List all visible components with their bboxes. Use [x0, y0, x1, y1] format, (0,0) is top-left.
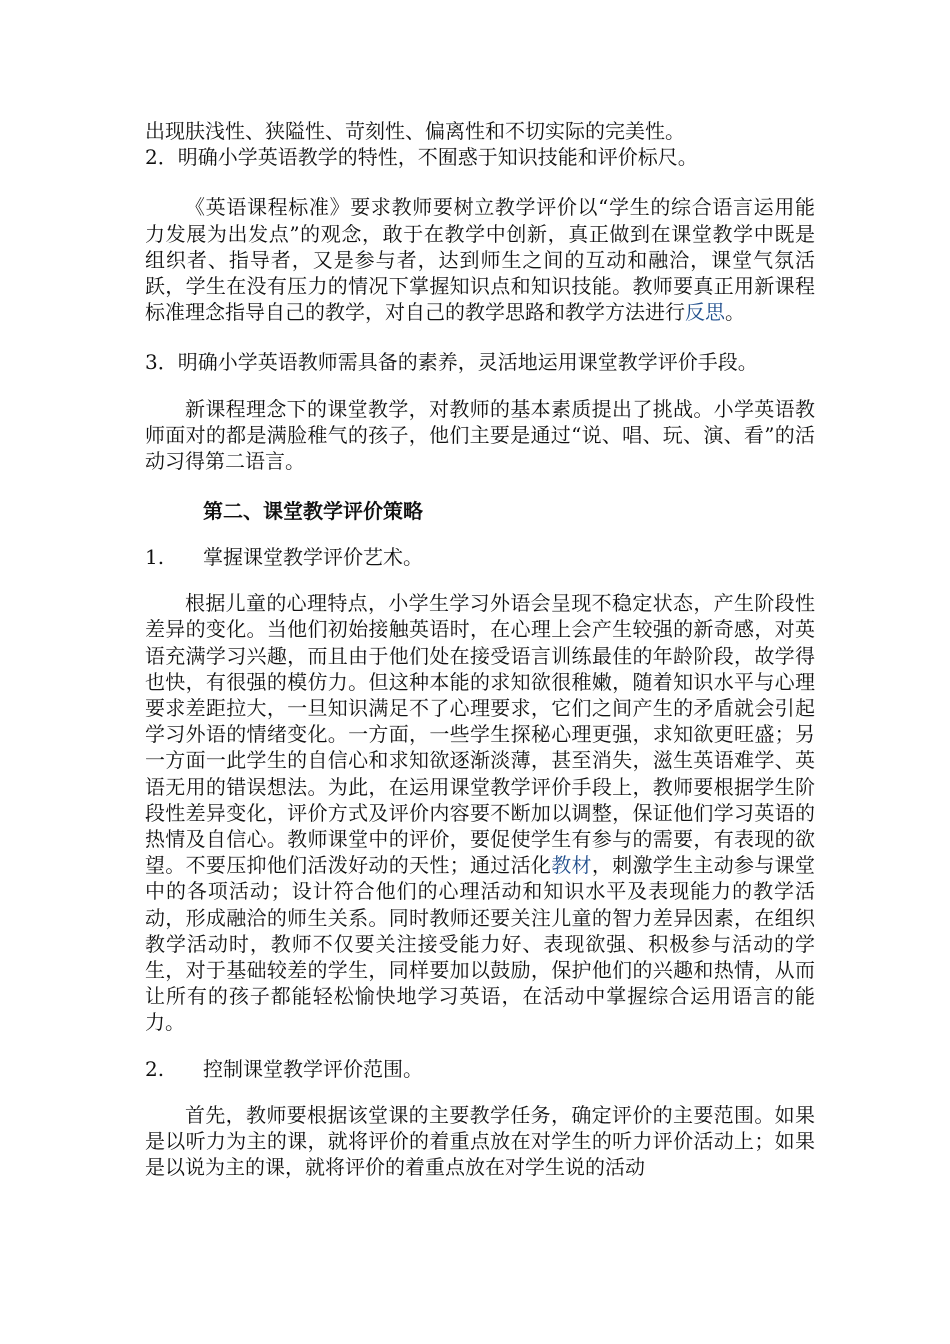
document-page: [145, 118, 815, 1180]
subsection-2-number: 2.: [145, 1056, 165, 1081]
reflection-link[interactable]: 反思: [685, 300, 725, 325]
subsection-2: [145, 1056, 815, 1082]
textbook-link[interactable]: 教材: [551, 853, 592, 878]
subsection-1-number: 1.: [145, 545, 165, 570]
paragraph-curriculum-standard: [145, 194, 815, 325]
subsection-1-title: 掌握课堂教学评价艺术。: [203, 545, 423, 570]
paragraph-new-curriculum: 新课程理念下的课堂教学，对教师的基本素质提出了挑战。小学英语教师面对的都是满脸稚气的孩子，他们主要是通过“说、唱、玩、演、看”的活动习得第二语言。: [145, 396, 815, 474]
item-3-heading: 3．明确小学英语教师需具备的素养，灵活地运用课堂教学评价手段。: [145, 350, 758, 375]
section-heading: 第二、课堂教学评价策略: [203, 499, 423, 524]
paragraph-end: 。: [725, 300, 745, 325]
intro-line: 出现肤浅性、狭隘性、苛刻性、偏离性和不切实际的完美性。: [145, 119, 685, 143]
paragraph-evaluation-scope: 首先，教师要根据该堂课的主要教学任务，确定评价的主要范围。如果是以听力为主的课，就将评价的着重点放在对学生的听力评价活动上；如果是以说为主的课，就将评价的着重点放在对学生说的活动: [145, 1102, 815, 1180]
subsection-1: [145, 544, 815, 570]
paragraph-text-before: 根据儿童的心理特点，小学生学习外语会呈现不稳定状态，产生阶段性差异的变化。当他们初始接触英语时，在心理上会产生较强的新奇感，对英语充满学习兴趣，而且由于他们处在接受语言训练最佳的年龄阶段，故学得也快，有很强的模仿力。但这种本能的求知欲很稚嫩，随着知识水平与心理要求差距拉大，一旦知识满足不了心理要求，它们之间产生的矛盾就会引起学习外语的情绪变化。一方面，一些学生探秘心理更强，求知欲更旺盛；另一方面一此学生的自信心和求知欲逐渐淡薄，甚至消失，滋生英语难学、英语无用的错误想法。为此，在运用课堂教学评价手段上，教师要根据学生阶段性差异变化，评价方式及评价内容要不断加以调整，保证他们学习英语的热情及自信心。教师课堂中的评价，要促使学生有参与的需要，有表现的欲望。不要压抑他们活泼好动的天性；通过活化: [145, 591, 815, 878]
subsection-2-title: 控制课堂教学评价范围。: [203, 1056, 423, 1081]
paragraph-text: 《英语课程标准》要求教师要树立教学评价以“学生的综合语言运用能力发展为出发点”的观念，敢于在教学中创新，真正做到在课堂教学中既是组织者、指导者，又是参与者，达到师生之间的互动和融洽，课堂气氛活跃，学生在没有压力的情况下掌握知识点和知识技能。教师要真正用新课程标准理念指导自己的教学，对自己的教学思路和教学方法进行: [145, 195, 815, 325]
paragraph-child-psychology: [145, 590, 815, 1035]
paragraph-text-after: ，刺激学生主动参与课堂中的各项活动；设计符合他们的心理活动和知识水平及表现能力的教学活动，形成融洽的师生关系。同时教师还要关注儿童的智力差异因素，在组织教学活动时，教师不仅要关注接受能力好、表现欲强、积极参与活动的学生，对于基础较差的学生，同样要加以鼓励，保护他们的兴趣和热情，从而让所有的孩子都能轻松愉快地学习英语，在活动中掌握综合运用语言的能力。: [145, 853, 815, 1035]
item-2-heading: 2．明确小学英语教学的特性，不囿惑于知识技能和评价标尺。: [145, 145, 698, 170]
